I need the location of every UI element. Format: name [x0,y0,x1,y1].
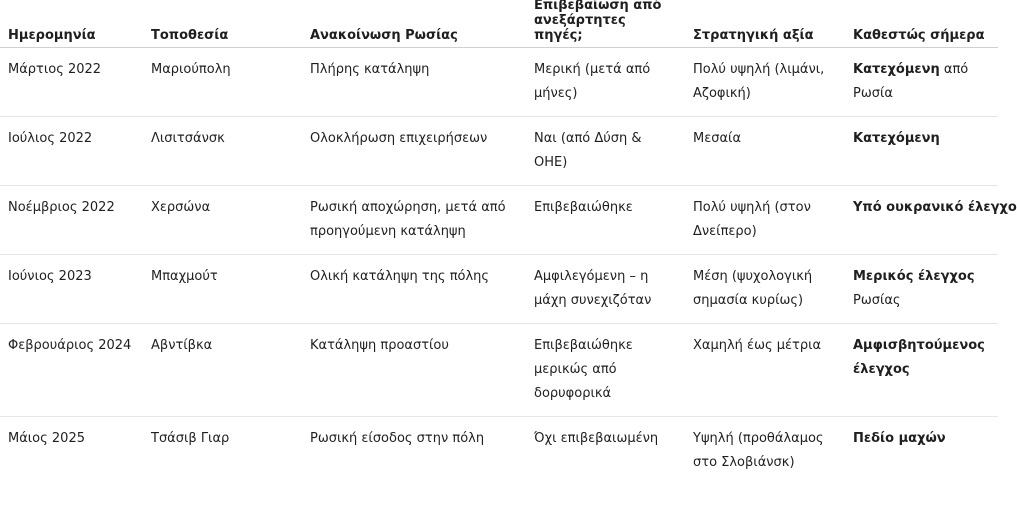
header-announcement: Ανακοίνωση Ρωσίας [302,0,526,48]
cell-location: Τσάσιβ Γιαρ [143,417,302,509]
cell-strategic-value: Πολύ υψηλή (λιμάνι, Αζοφική) [685,48,845,117]
cell-location: Αβντίβκα [143,324,302,417]
table-row [0,186,998,255]
cell-announcement: Πλήρης κατάληψη [302,48,526,117]
cell-status [845,117,998,186]
cell-announcement: Ολοκλήρωση επιχειρήσεων [302,117,526,186]
cell-confirmation: Επιβεβαιώθηκε μερικώς από δορυφορικά [526,324,685,417]
cell-confirmation: Αμφιλεγόμενη – η μάχη συνεχιζόταν [526,255,685,324]
status-rest: Ρωσίας [853,293,901,308]
cell-location: Λισιτσάνσκ [143,117,302,186]
table-row [0,417,998,509]
cell-date: Ιούλιος 2022 [0,117,143,186]
status-bold: Αμφισβητούμενος έλεγχος [853,338,985,377]
cell-announcement: Ρωσική είσοδος στην πόλη [302,417,526,509]
cell-location: Μαριούπολη [143,48,302,117]
table-row [0,117,998,186]
cell-announcement: Ρωσική αποχώρηση, μετά από προηγούμενη κατάληψη [302,186,526,255]
cell-status [845,417,998,509]
header-location: Τοποθεσία [143,0,302,48]
table-row [0,48,998,117]
header-date: Ημερομηνία [0,0,143,48]
header-strategic-value: Στρατηγική αξία [685,0,845,48]
cell-announcement: Κατάληψη προαστίου [302,324,526,417]
cell-announcement: Ολική κατάληψη της πόλης [302,255,526,324]
cell-strategic-value: Πολύ υψηλή (στον Δνείπερο) [685,186,845,255]
status-bold: Μερικός έλεγχος [853,269,975,284]
table-header-row [0,0,998,48]
status-bold: Κατεχόμενη [853,62,940,77]
cell-confirmation: Επιβεβαιώθηκε [526,186,685,255]
cell-strategic-value: Υψηλή (προθάλαμος στο Σλοβιάνσκ) [685,417,845,509]
cell-status [845,186,998,255]
cell-confirmation: Όχι επιβεβαιωμένη [526,417,685,509]
status-bold: Υπό ουκρανικό έλεγχο [853,200,1017,215]
cell-strategic-value: Μέση (ψυχολογική σημασία κυρίως) [685,255,845,324]
cell-strategic-value: Χαμηλή έως μέτρια [685,324,845,417]
status-rest: από Ρωσία [853,62,968,101]
header-status: Καθεστώς σήμερα [845,0,998,48]
cell-strategic-value: Μεσαία [685,117,845,186]
cell-confirmation: Μερική (μετά από μήνες) [526,48,685,117]
status-bold: Κατεχόμενη [853,131,940,146]
cell-status [845,48,998,117]
cell-date: Νοέμβριος 2022 [0,186,143,255]
cell-date: Μάρτιος 2022 [0,48,143,117]
cell-location: Μπαχμούτ [143,255,302,324]
cell-date: Φεβρουάριος 2024 [0,324,143,417]
cell-location: Χερσώνα [143,186,302,255]
cell-date: Ιούνιος 2023 [0,255,143,324]
cell-status [845,255,998,324]
cell-status [845,324,998,417]
header-confirmation: Επιβεβαίωση από ανεξάρτητες πηγές; [526,0,685,48]
table-row [0,324,998,417]
cell-date: Μάιος 2025 [0,417,143,509]
status-bold: Πεδίο μαχών [853,431,946,446]
table-row [0,255,998,324]
cell-confirmation: Ναι (από Δύση & ΟΗΕ) [526,117,685,186]
